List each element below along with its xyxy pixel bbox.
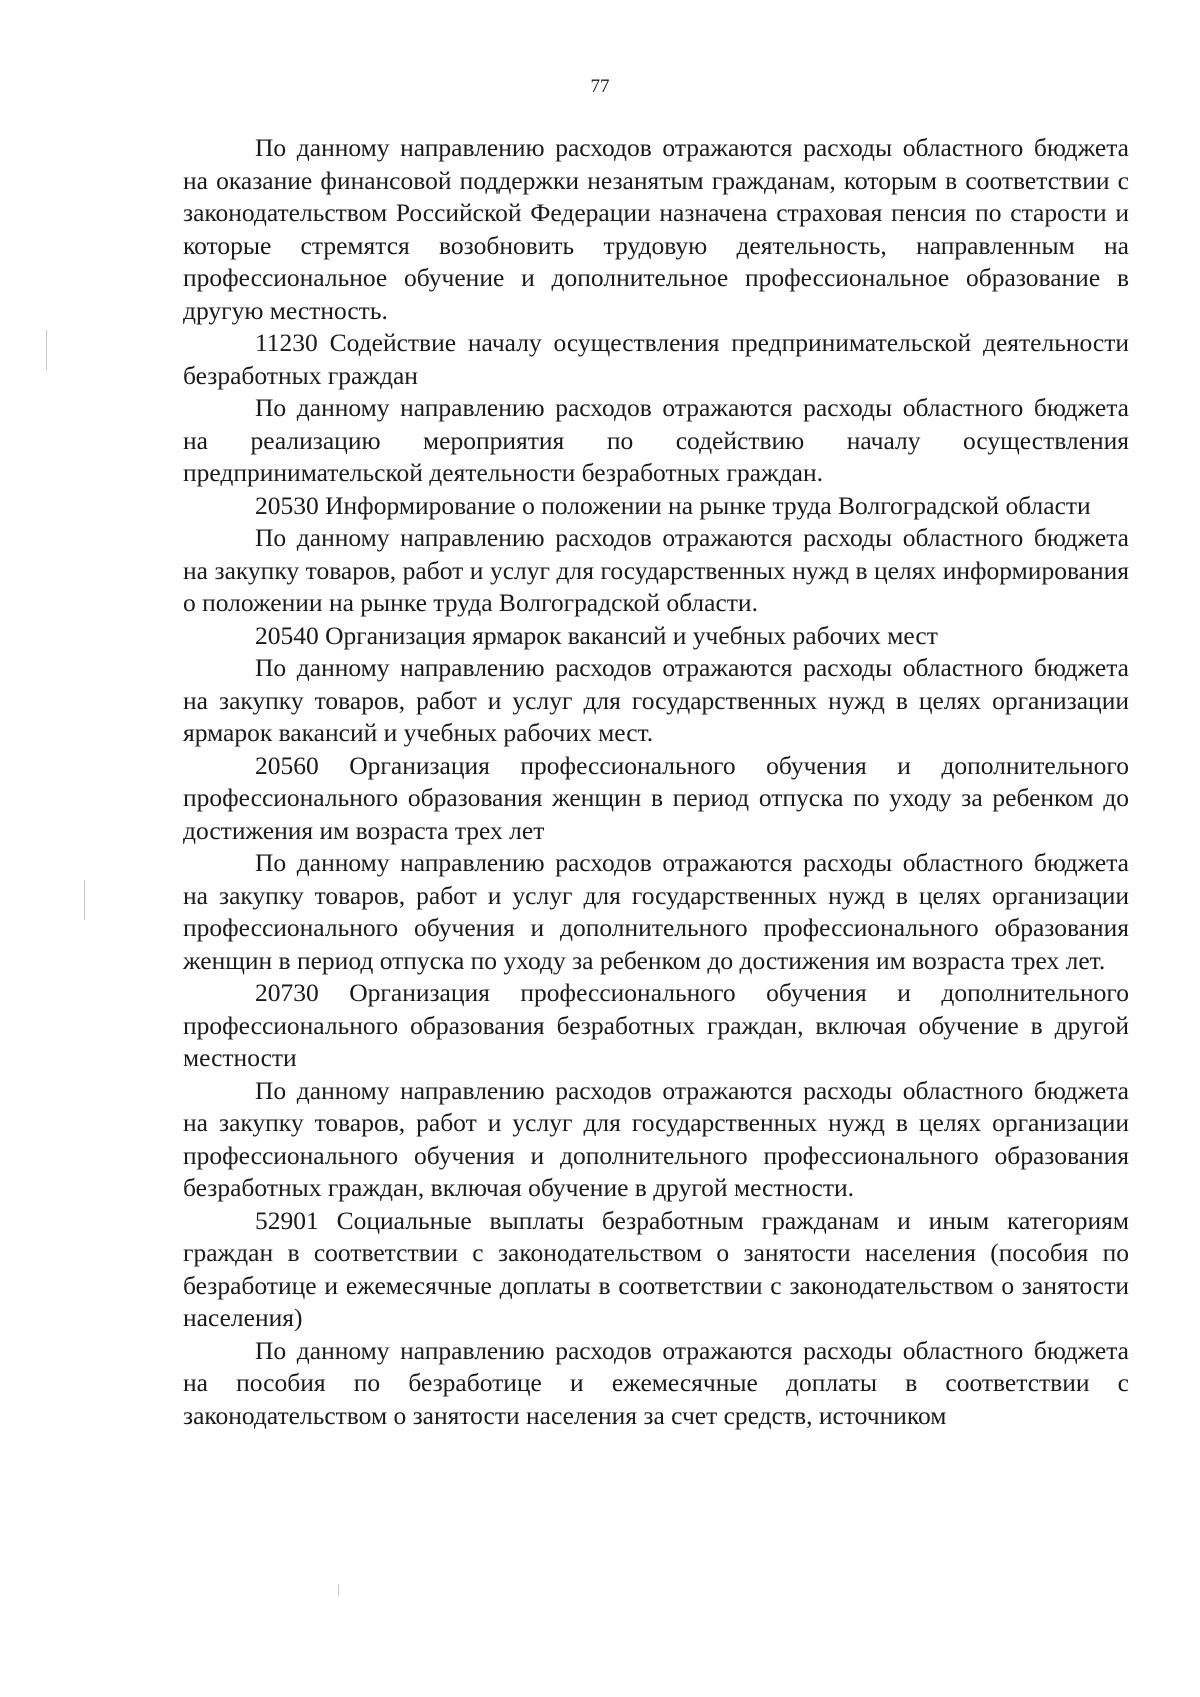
- expense-heading-20530: 20530 Информирование о положении на рынке труда Волгоградской области: [255, 490, 1091, 520]
- paragraph-expense-description: По данному направлению расходов отражаются расходы областного бюджета на закупку товаров, работ и услуг для государственных нужд в целях информирования о положении на рынке труда Волгоградской области.: [183, 523, 1129, 617]
- expense-heading-20540: 20540 Организация ярмарок вакансий и учебных рабочих мест: [255, 620, 938, 650]
- scan-artifact: [338, 1584, 339, 1596]
- expense-heading-52901: 52901 Социальные выплаты безработным гражданам и иным категориям граждан в соответствии с законодательством о занятости населения (пособия по безработице и ежемесячные доплаты в соответствии с законодательством о занятости населения): [183, 1205, 1129, 1332]
- paragraph-expense-description: По данному направлению расходов отражаются расходы областного бюджета на реализацию мероприятия по содействию началу осуществления предпринимательской деятельности безработных граждан.: [183, 393, 1129, 487]
- expense-heading-20730: 20730 Организация профессионального обучения и дополнительного профессионального образования безработных граждан, включая обучение в другой местности: [183, 978, 1129, 1072]
- expense-heading-20560: 20560 Организация профессионального обучения и дополнительного профессионального образования женщин в период отпуска по уходу за ребенком до достижения им возраста трех лет: [183, 750, 1129, 845]
- paragraph-expense-description: По данному направлению расходов отражаются расходы областного бюджета на пособия по безработице и ежемесячные доплаты в соответствии с законодательством о занятости населения за счет средств, источником: [183, 1335, 1129, 1430]
- page-number: 77: [590, 76, 610, 97]
- paragraph-expense-description: По данному направлению расходов отражаются расходы областного бюджета на закупку товаров, работ и услуг для государственных нужд в целях организации профессионального обучения и дополнительного профессионального образования женщин в период отпуска по уходу за ребенком до достижения им возраста трех лет.: [183, 848, 1129, 975]
- scan-artifact: [46, 330, 47, 370]
- paragraph-expense-description: По данному направлению расходов отражаются расходы областного бюджета на оказание финансовой поддержки незанятым гражданам, которым в соответствии с законодательством Российской Федерации назначена страховая пенсия по старости и которые стремятся возобновить трудовую деятельность, направленным на профессиональное обучение и дополнительное профессиональное образование в другую местность.: [183, 133, 1129, 325]
- scan-artifact: [84, 880, 85, 920]
- paragraph-expense-description: По данному направлению расходов отражаются расходы областного бюджета на закупку товаров, работ и услуг для государственных нужд в целях организации ярмарок вакансий и учебных рабочих мест.: [183, 653, 1129, 747]
- paragraph-expense-description: По данному направлению расходов отражаются расходы областного бюджета на закупку товаров, работ и услуг для государственных нужд в целях организации профессионального обучения и дополнительного профессионального образования безработных граждан, включая обучение в другой местности.: [183, 1075, 1129, 1202]
- document-body: [183, 132, 1129, 1432]
- expense-heading-11230: 11230 Содействие началу осуществления предпринимательской деятельности безработных граждан: [183, 328, 1129, 390]
